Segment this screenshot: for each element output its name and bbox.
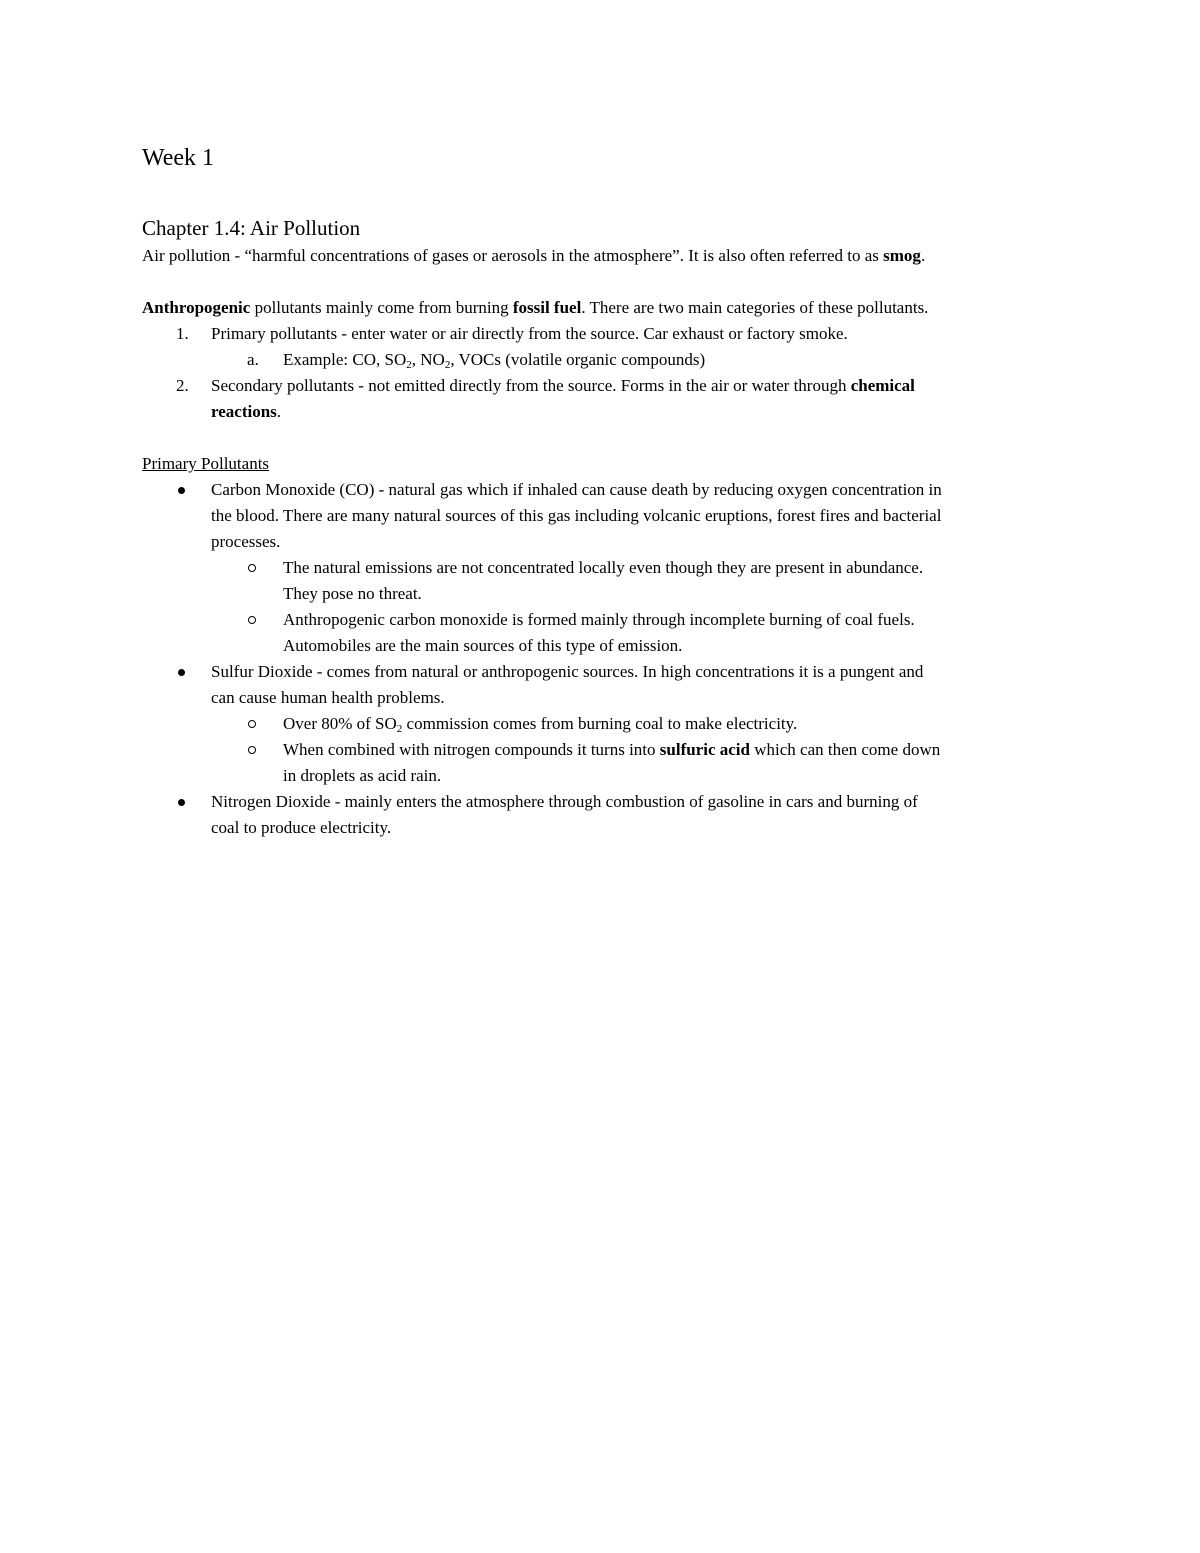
subscript: 2: [406, 359, 412, 371]
smog-term: smog: [883, 246, 921, 265]
bullet-icon: [178, 799, 185, 806]
circle-bullet-icon: [248, 616, 256, 624]
chapter-heading: Chapter 1.4: Air Pollution: [142, 216, 361, 240]
circle-bullet-icon: [248, 564, 256, 572]
bullet-icon: [178, 487, 185, 494]
sub-text: which can then come down: [749, 740, 941, 759]
sub-text: commission comes from burning coal to make electricity.: [402, 714, 798, 733]
secondary-pollutants-line2: [211, 399, 281, 425]
sub-text: Over 80% of SO: [283, 714, 397, 733]
so2-line-2: can cause human health problems.: [211, 688, 445, 707]
subscript: 2: [444, 359, 451, 371]
intro-text: Air pollution - “harmful concentrations of gases or aerosols in the atmosphere”. It is also often referred to as: [142, 246, 884, 265]
anthropogenic-term: Anthropogenic: [142, 298, 251, 317]
subscript: 2: [396, 723, 403, 735]
anthro-tail: . There are two main categories of these pollutants.: [581, 298, 929, 317]
co-line-2: the blood. There are many natural sources of this gas including volcanic eruptions, forest fires and bacterial: [211, 506, 942, 525]
list-marker: a.: [247, 350, 259, 369]
co-sub2-line-2: Automobiles are the main sources of this type of emission.: [283, 636, 683, 655]
reactions-term: reactions: [211, 402, 277, 421]
chemical-term: chemical: [850, 376, 915, 395]
co-line-1: Carbon Monoxide (CO) - natural gas which if inhaled can cause death by reducing oxygen concentration in: [211, 480, 942, 499]
anthro-text: pollutants mainly come from burning: [250, 298, 513, 317]
sulfuric-acid-term: sulfuric acid: [659, 740, 750, 759]
so2-sub1: [283, 711, 797, 737]
primary-pollutants-heading: Primary Pollutants: [142, 454, 270, 473]
anthropogenic-paragraph: [142, 295, 928, 321]
co-sub2-line-1: Anthropogenic carbon monoxide is formed mainly through incomplete burning of coal fuels.: [283, 610, 915, 629]
secondary-pollutants-item: [211, 373, 915, 399]
page-title: Week 1: [142, 145, 215, 171]
co-line-3: processes.: [211, 532, 281, 551]
so2-sub2-line-2: in droplets as acid rain.: [283, 766, 442, 785]
example-text: , VOCs (volatile organic compounds): [450, 350, 706, 369]
no2-line-1: Nitrogen Dioxide - mainly enters the atmosphere through combustion of gasoline in cars and burning of: [211, 792, 918, 811]
intro-tail: .: [920, 246, 926, 265]
list-marker: 1.: [176, 324, 189, 343]
co-sub1-line-2: They pose no threat.: [283, 584, 422, 603]
intro-paragraph: [142, 243, 925, 269]
example-item: [283, 347, 705, 373]
item-text: Secondary pollutants - not emitted directly from the source. Forms in the air or water through: [211, 376, 851, 395]
bullet-icon: [178, 669, 185, 676]
example-text: Example: CO, SO: [283, 350, 407, 369]
primary-pollutants-item: Primary pollutants - enter water or air directly from the source. Car exhaust or factory smoke.: [211, 324, 848, 343]
so2-sub2-line-1: [283, 737, 940, 763]
circle-bullet-icon: [248, 746, 256, 754]
fossil-fuel-term: fossil fuel: [512, 298, 582, 317]
sub-text: When combined with nitrogen compounds it turns into: [283, 740, 660, 759]
co-sub1-line-1: The natural emissions are not concentrated locally even though they are present in abundance.: [283, 558, 924, 577]
list-marker: 2.: [176, 376, 189, 395]
item-tail: .: [276, 402, 282, 421]
no2-line-2: coal to produce electricity.: [211, 818, 392, 837]
circle-bullet-icon: [248, 720, 256, 728]
example-text: , NO: [411, 350, 445, 369]
so2-line-1: Sulfur Dioxide - comes from natural or anthropogenic sources. In high concentrations it is a pungent and: [211, 662, 924, 681]
